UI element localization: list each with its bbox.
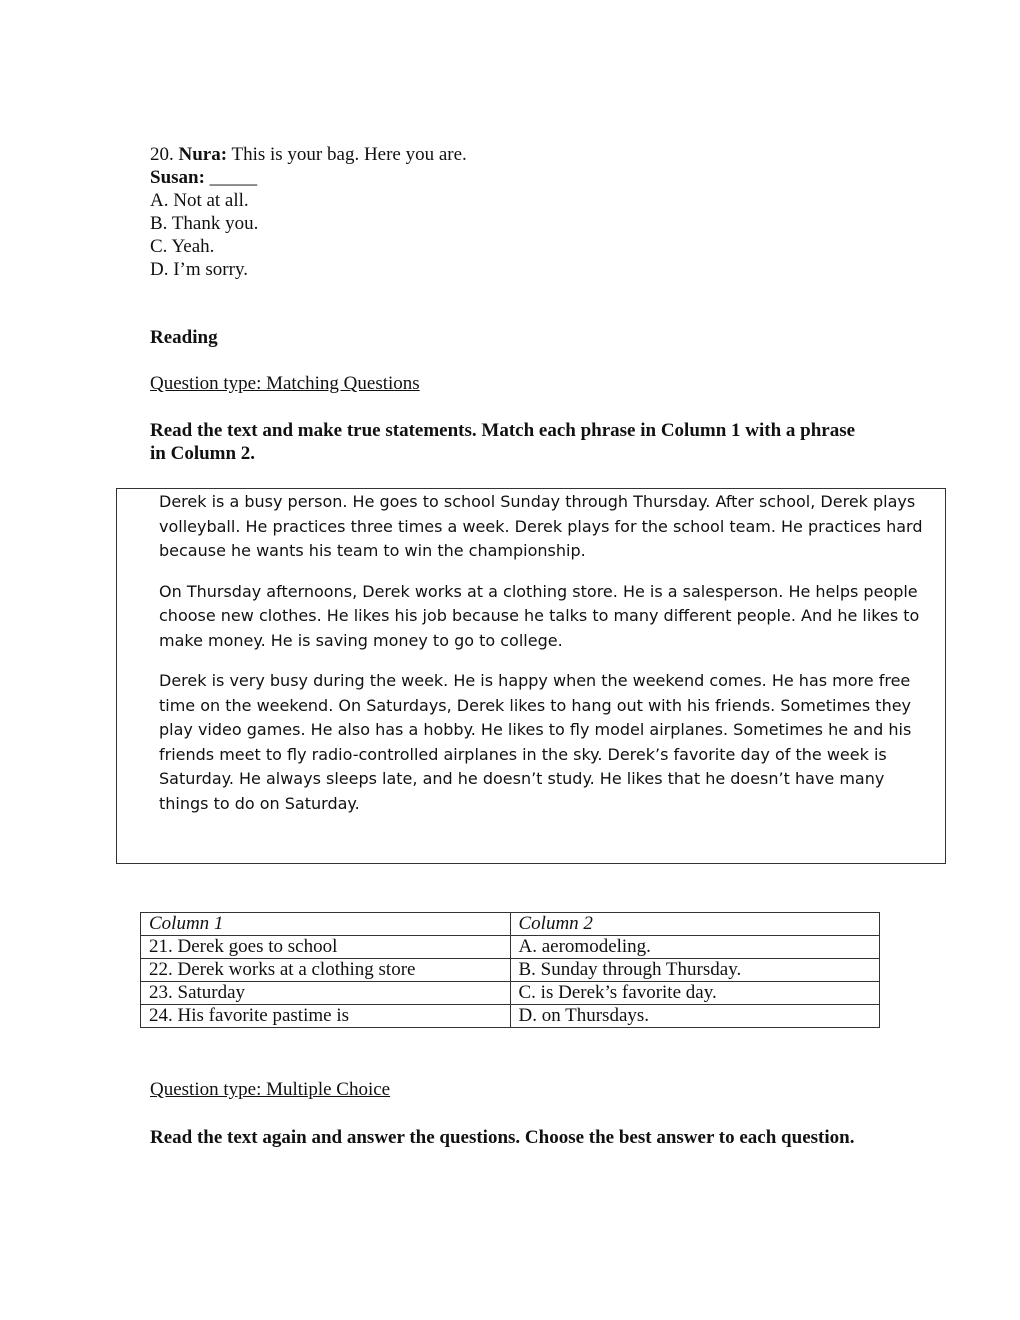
column-2-cell: D. on Thursdays. [510,1005,880,1028]
question-line: This is your bag. Here you are. [231,144,467,165]
column-2-cell: B. Sunday through Thursday. [510,959,880,982]
question-20-response [150,166,467,189]
option-b: B. Thank you. [150,213,259,234]
matching-instruction: Read the text and make true statements. Match each phrase in Column 1 with a phrase in Column 2. [150,420,856,464]
question-20 [150,143,467,281]
speaker-nura: Nura: [178,144,228,165]
table-row [141,959,880,982]
table-row [141,982,880,1005]
question-type-matching: Question type: Matching Questions [150,373,420,394]
column-2-cell: A. aeromodeling. [510,936,880,959]
answer-blank: _____ [209,167,258,188]
option-a: A. Not at all. [150,190,249,211]
table-header-row [141,913,880,936]
question-20-prompt [150,143,467,166]
reading-passage-box [116,488,946,864]
passage-paragraph-2: On Thursday afternoons, Derek works at a clothing store. He is a salesperson. He helps people choose new clothes. He likes his job because he talks to many different people. And he likes to make money. He is saving money to go to college. [159,581,920,650]
table-row [141,1005,880,1028]
reading-heading: Reading [150,327,218,348]
option-c: C. Yeah. [150,236,215,257]
table-row [141,936,880,959]
column-1-cell: 24. His favorite pastime is [141,1005,511,1028]
column-1-cell: 21. Derek goes to school [141,936,511,959]
speaker-susan: Susan: [150,167,205,188]
matching-table [140,912,880,1028]
question-number: 20. [150,144,174,165]
multiple-choice-instruction: Read the text again and answer the questions. Choose the best answer to each question. [150,1127,855,1148]
option-d: D. I’m sorry. [150,259,248,280]
column-1-cell: 23. Saturday [141,982,511,1005]
question-type-multiple-choice: Question type: Multiple Choice [150,1079,391,1100]
passage-paragraph-1: Derek is a busy person. He goes to school Sunday through Thursday. After school, Derek plays volleyball. He practices three times a week. Derek plays for the school team. He practices hard because he wants his team to win the championship. [159,492,923,560]
column-2-header: Column 2 [510,913,880,936]
column-1-header: Column 1 [141,913,511,936]
column-2-cell: C. is Derek’s favorite day. [510,982,880,1005]
column-1-cell: 22. Derek works at a clothing store [141,959,511,982]
passage-paragraph-3: Derek is very busy during the week. He is happy when the weekend comes. He has more free time on the weekend. On Saturdays, Derek likes to hang out with his friends. Sometimes they play video games. He also has a hobby. He likes to fly model airplanes. Sometimes he and his friends meet to fly radio-controlled airplanes in the sky. Derek’s favorite day of the week is Saturday. He always sleeps late, and he doesn’t study. He likes that he doesn’t have many things to do on Saturday. [159,671,912,813]
